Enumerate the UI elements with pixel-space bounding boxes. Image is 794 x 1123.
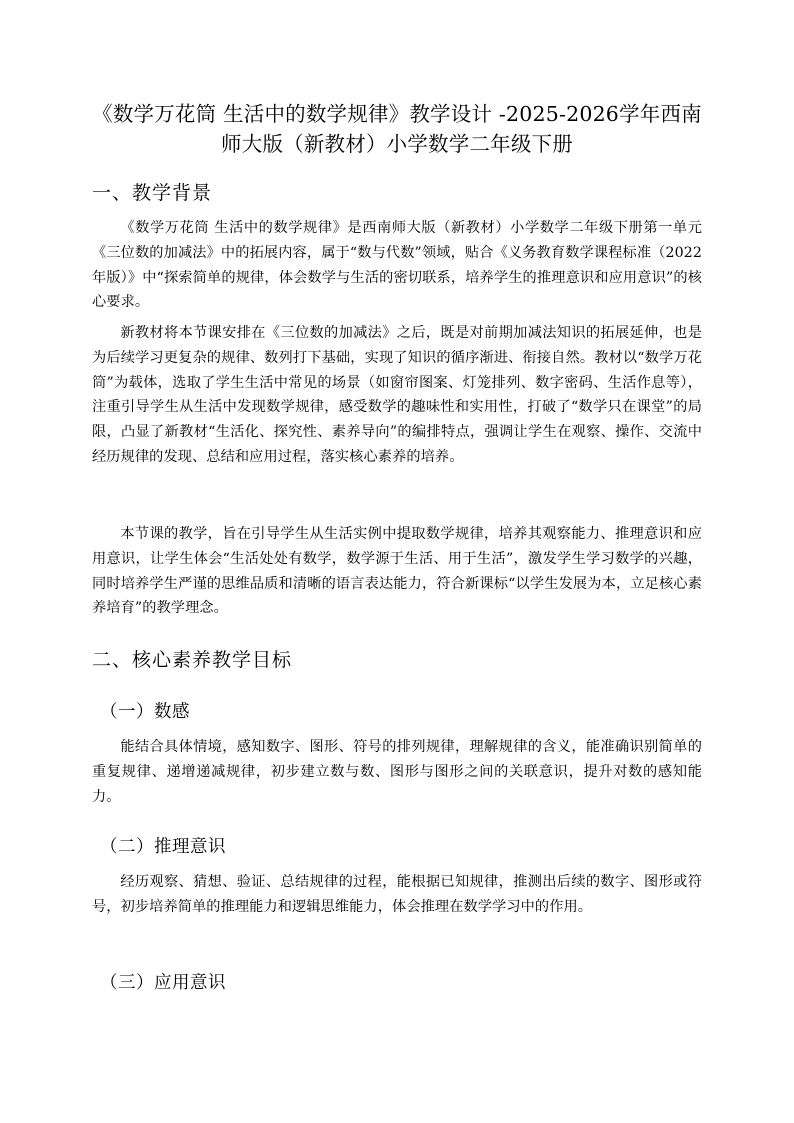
background-paragraph-1: 《数学万花筒 生活中的数学规律》是西南师大版（新教材）小学数学二年级下册第一单元《三位数的加减法》中的拓展内容，属于“数与代数”领域，贴合《义务教育数学课程标准（2022年版）》中“探索简单的规律，体会数学与生活的密切联系，培养学生的推理意识和应用意识”的核心要求。 [92,220,702,311]
section-heading-background: 一、教学背景 [92,182,213,204]
subsection-heading-application: （三）应用意识 [100,973,226,993]
subsection-heading-number-sense: （一）数感 [100,702,190,722]
section-heading-goals: 二、核心素养教学目标 [92,649,293,671]
background-paragraph-3: 本节课的教学，旨在引导学生从生活实例中提取数学规律，培养其观察能力、推理意识和应用意识，让学生体会“生活处处有数学，数学源于生活、用于生活”，激发学生学习数学的兴趣，同时培养学生严谨的思维品质和清晰的语言表达能力，符合新课标“以学生发展为本，立足核心素养培育”的教学理念。 [92,526,702,617]
number-sense-paragraph: 能结合具体情境，感知数字、图形、符号的排列规律，理解规律的含义，能准确识别简单的重复规律、递增递减规律，初步建立数与数、图形与图形之间的关联意识，提升对数的感知能力。 [92,739,702,805]
background-paragraph-2: 新教材将本节课安排在《三位数的加减法》之后，既是对前期加减法知识的拓展延伸，也是为后续学习更复杂的规律、数列打下基础，实现了知识的循序渐进、衔接自然。教材以“数学万花筒”为载体，选取了学生生活中常见的场景（如窗帘图案、灯笼排列、数字密码、生活作息等），注重引导学生从生活中发现数学规律，感受数学的趣味性和实用性，打破了“数学只在课堂”的局限，凸显了新教材“生活化、探究性、素养导向”的编排特点，强调让学生在观察、操作、交流中经历规律的发现、总结和应用过程，落实核心素养的培养。 [92,325,702,465]
document-title: 《数学万花筒 生活中的数学规律》教学设计 -2025-2026学年西南师大版（新教材）小学数学二年级下册 [92,102,702,156]
reasoning-paragraph: 经历观察、猜想、验证、总结规律的过程，能根据已知规律，推测出后续的数字、图形或符号，初步培养简单的推理能力和逻辑思维能力，体会推理在数学学习中的作用。 [92,874,702,915]
subsection-heading-reasoning: （二）推理意识 [100,837,226,857]
